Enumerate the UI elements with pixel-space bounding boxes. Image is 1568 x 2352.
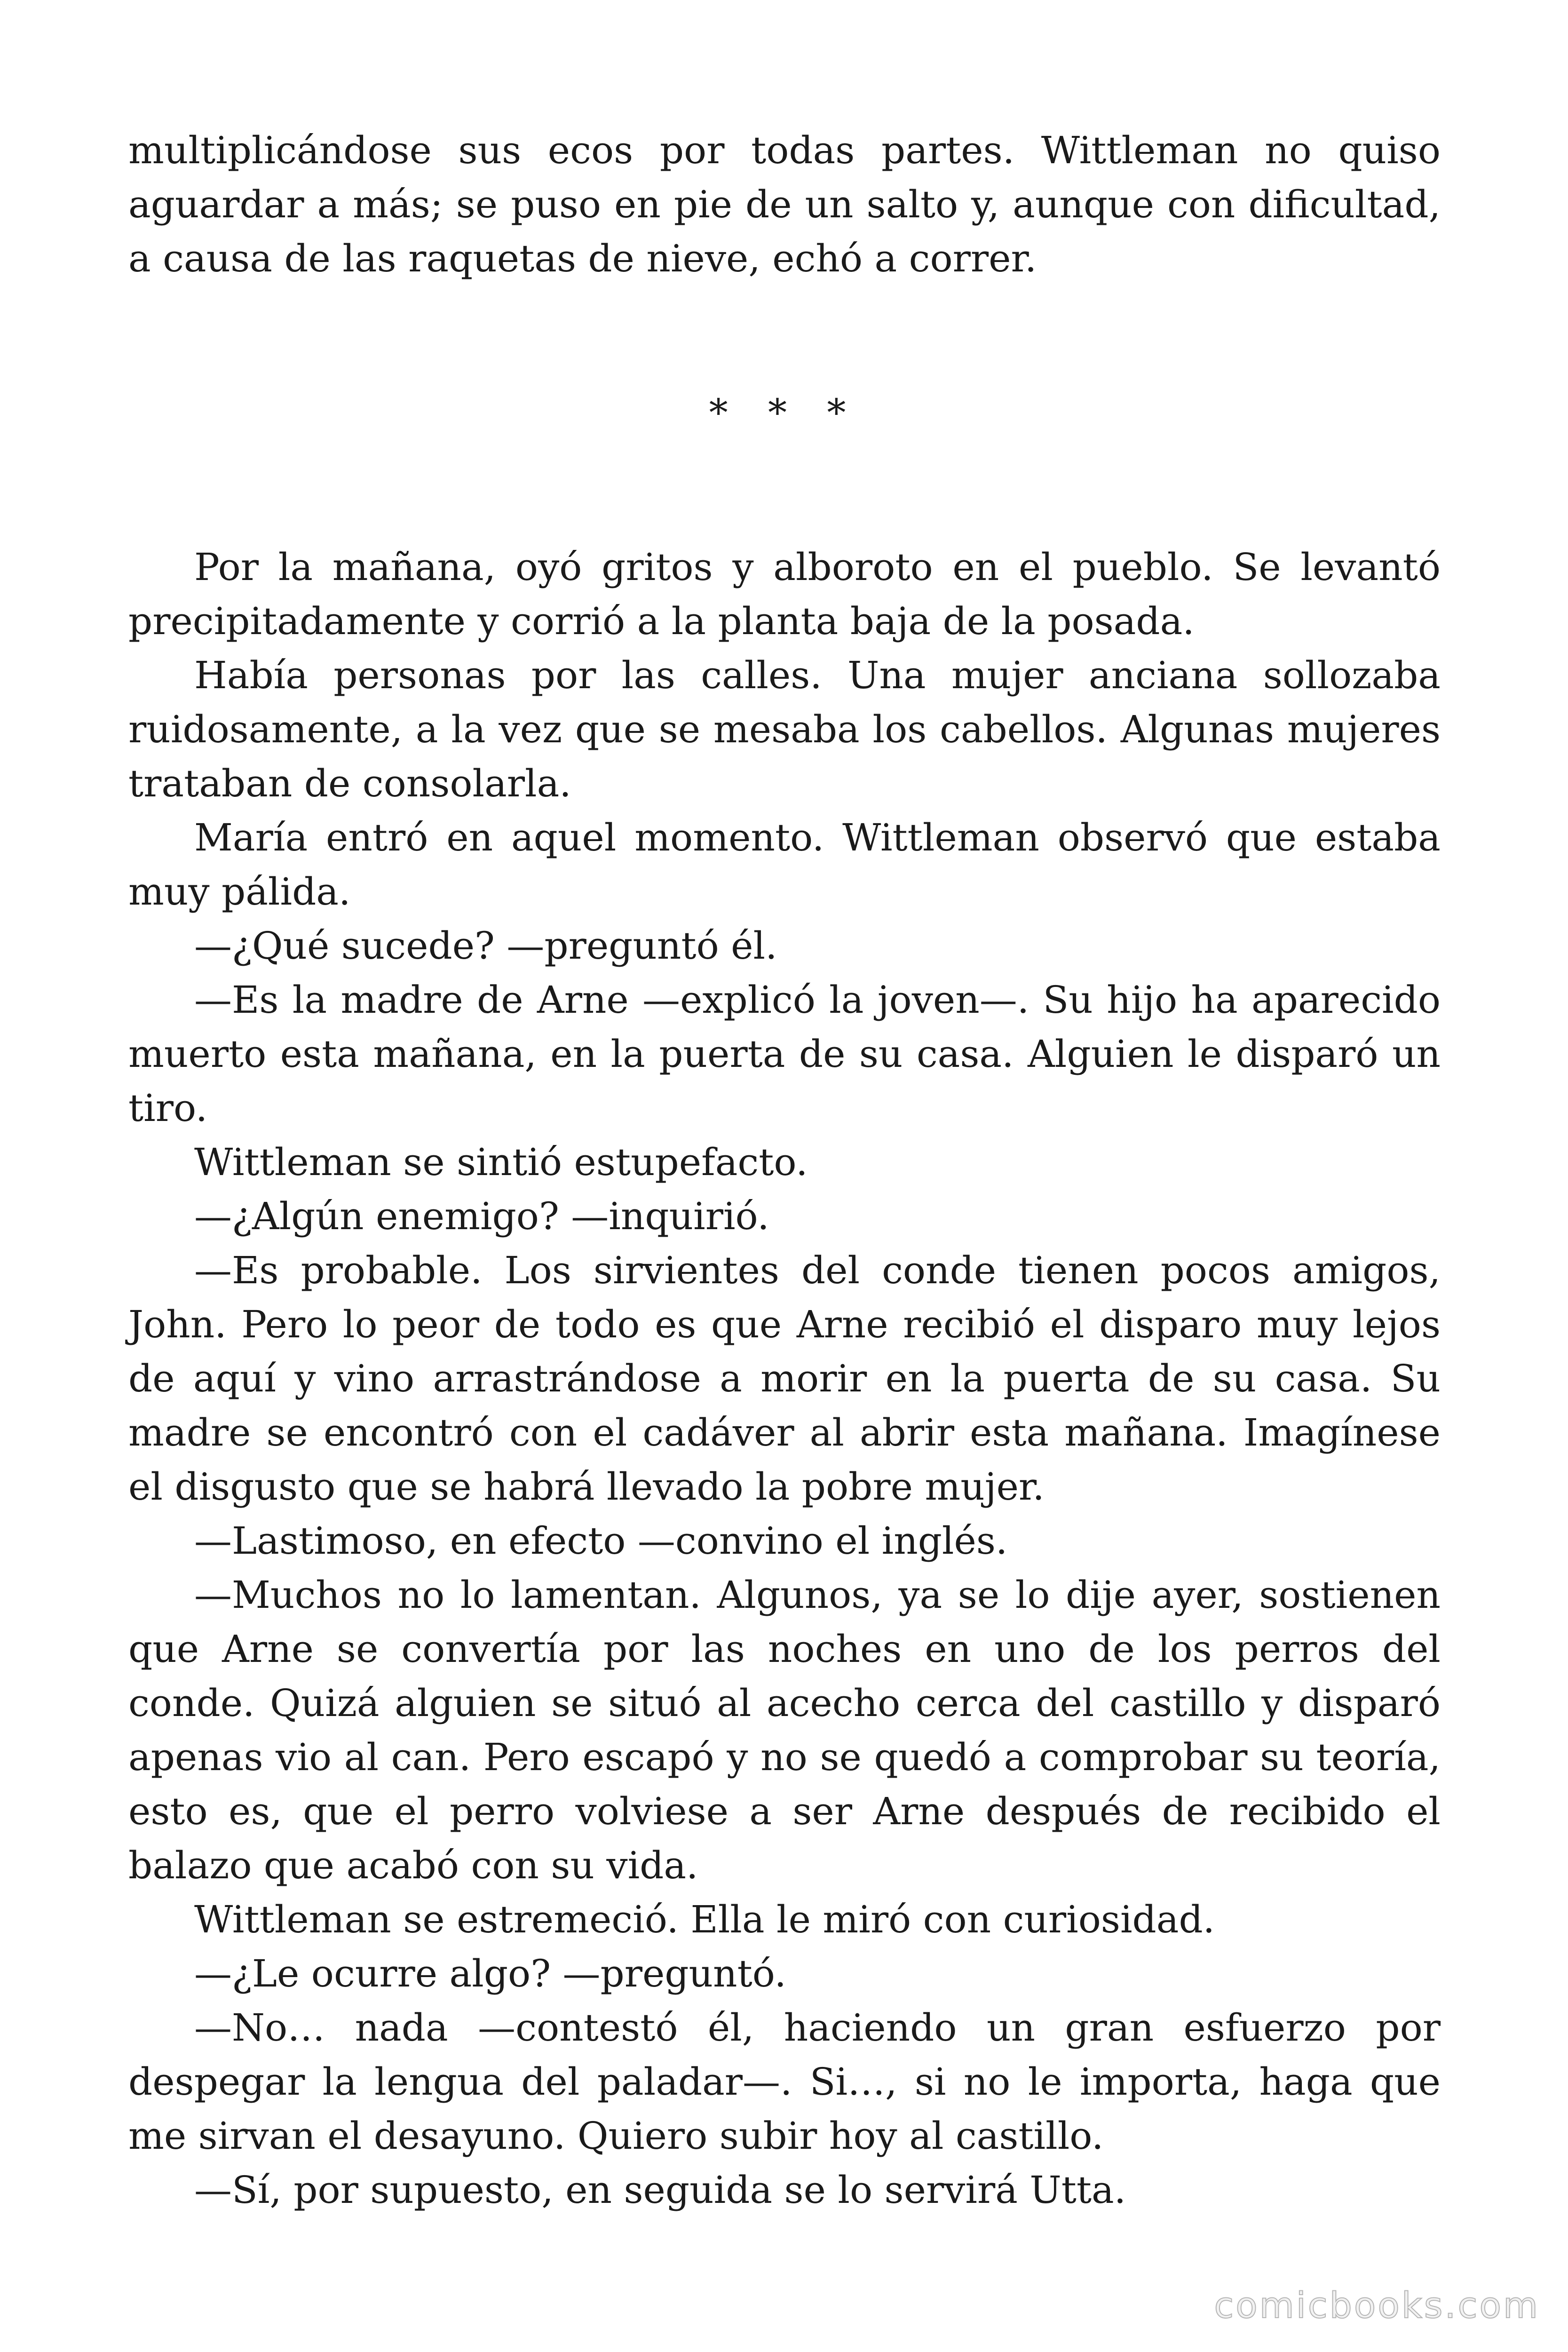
watermark: comicbooks.com [1214, 2284, 1540, 2326]
section-separator: * * * [709, 391, 860, 435]
paragraph: —Muchos no lo lamentan. Algunos, ya se lo dije ayer, sostienen que Arne se convertía por las noches en uno de los perros del conde. Quizá alguien se situó al acecho cerca del castillo y disparó apenas vio al can. Pero escapó y no se quedó a comprobar su teoría, esto es, que el perro volviese a ser Arne después de recibido el balazo que acabó con su vida. [128, 1573, 1441, 1887]
paragraph: Por la mañana, oyó gritos y alboroto en el pueblo. Se levantó precipitadamente y corrió a la planta baja de la posada. [128, 545, 1441, 643]
paragraph: María entró en aquel momento. Wittleman observó que estaba muy pálida. [128, 816, 1441, 914]
book-page [128, 123, 1441, 2217]
opening-paragraph: multiplicándose sus ecos por todas partes. Wittleman no quiso aguardar a más; se puso en pie de un salto y, aunque con dificultad, a causa de las raquetas de nieve, echó a correr. [128, 128, 1441, 280]
paragraph: —Sí, por supuesto, en seguida se lo servirá Utta. [194, 2168, 1126, 2212]
paragraph: Wittleman se estremeció. Ella le miró con curiosidad. [194, 1898, 1215, 1941]
paragraph: —¿Qué sucede? —preguntó él. [194, 924, 777, 968]
paragraph: —Es probable. Los sirvientes del conde tienen pocos amigos, John. Pero lo peor de todo es que Arne recibió el disparo muy lejos de aquí y vino arrastrándose a morir en la puerta de su casa. Su madre se encontró con el cadáver al abrir esta mañana. Imagínese el disgusto que se habrá llevado la pobre mujer. [128, 1248, 1441, 1509]
paragraph: —No… nada —contestó él, haciendo un gran esfuerzo por despegar la lengua del paladar—. Si…, si no le importa, haga que me sirvan el desayuno. Quiero subir hoy al castillo. [128, 2006, 1441, 2158]
paragraph: —Es la madre de Arne —explicó la joven—. Su hijo ha aparecido muerto esta mañana, en la puerta de su casa. Alguien le disparó un tiro. [128, 978, 1441, 1130]
paragraph: —Lastimoso, en efecto —convino el inglés. [194, 1519, 1008, 1563]
paragraph: Había personas por las calles. Una mujer anciana sollozaba ruidosamente, a la vez que se mesaba los cabellos. Algunas mujeres trataban de consolarla. [128, 653, 1441, 805]
paragraph: Wittleman se sintió estupefacto. [194, 1140, 808, 1184]
paragraph: —¿Le ocurre algo? —preguntó. [194, 1952, 786, 1995]
paragraph: —¿Algún enemigo? —inquirió. [194, 1194, 769, 1238]
